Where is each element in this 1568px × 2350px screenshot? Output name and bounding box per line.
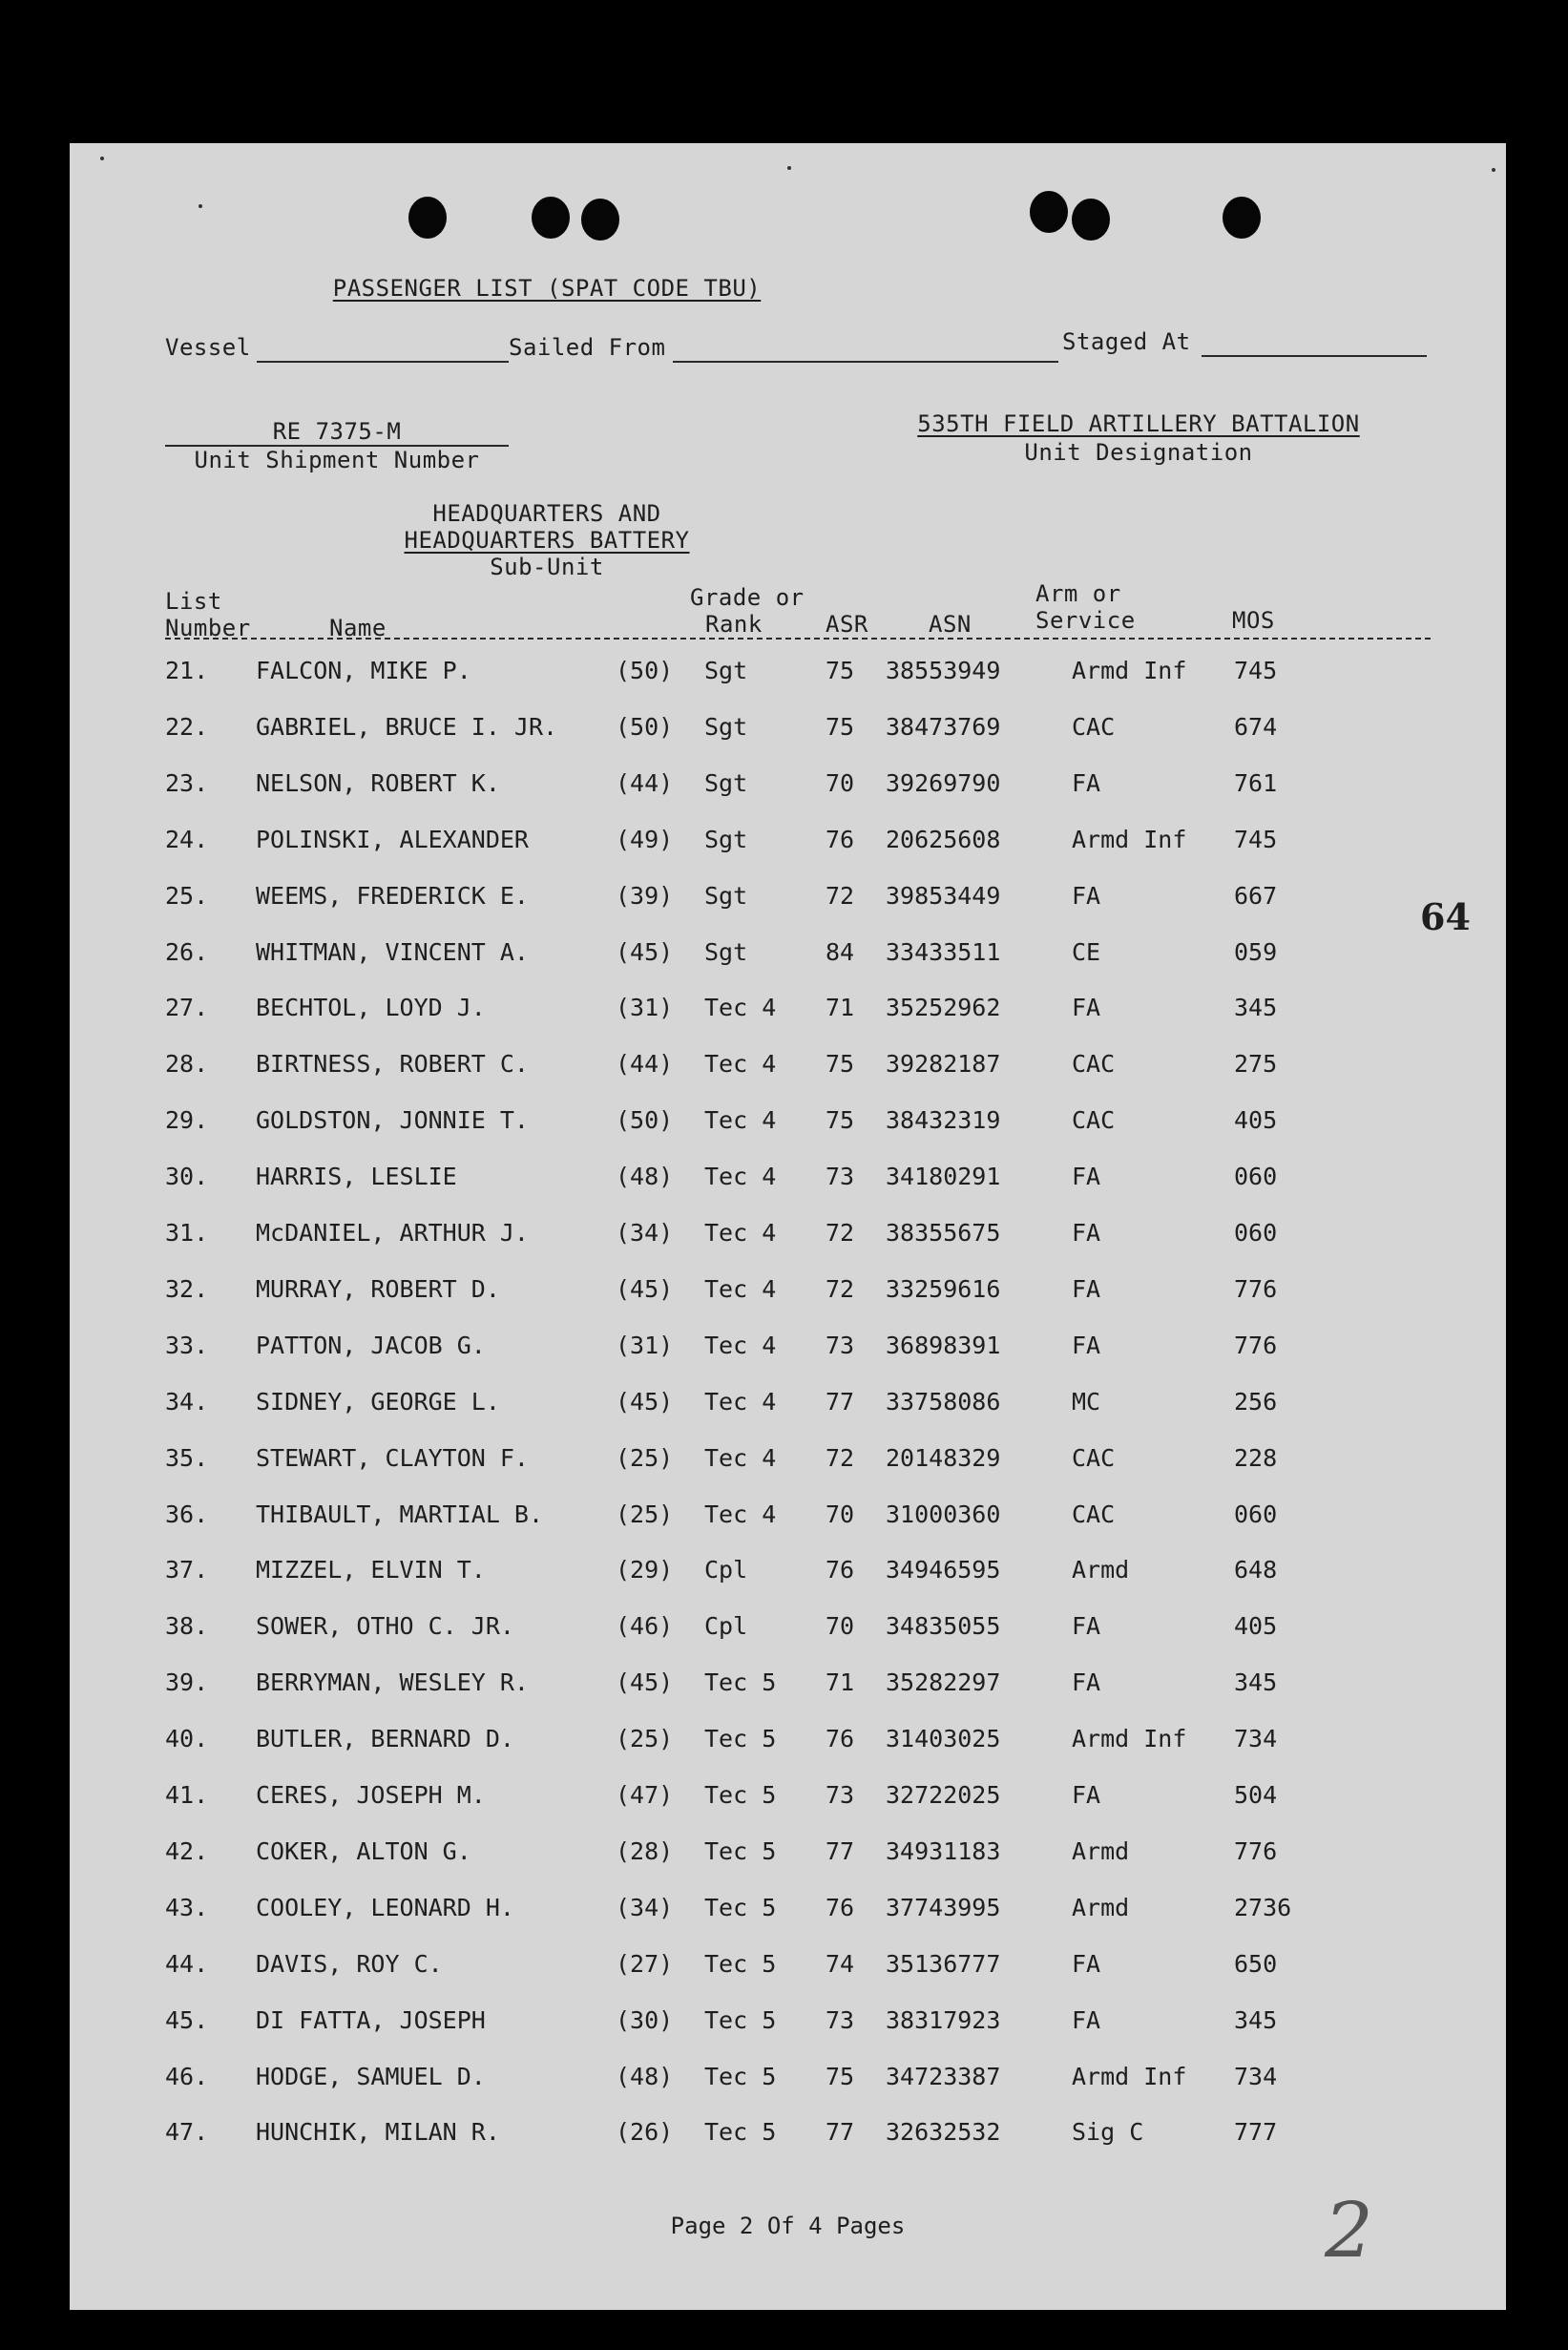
- table-row: [70, 1556, 1506, 1611]
- table-row: [70, 994, 1506, 1049]
- vessel-label: Vessel: [165, 334, 251, 361]
- age-code: (25): [616, 1500, 674, 1528]
- asr-score: 73: [826, 2005, 855, 2034]
- age-code: (45): [616, 1387, 674, 1416]
- col-arm-line1: Arm or: [1035, 580, 1121, 607]
- list-number: 43.: [165, 1893, 209, 1921]
- serial-number: 38355675: [886, 1219, 1001, 1247]
- col-asn: ASN: [929, 611, 972, 638]
- asr-score: 74: [826, 1949, 855, 1978]
- arm-service: Armd: [1072, 1836, 1130, 1865]
- mos-code: 745: [1234, 825, 1278, 853]
- asr-score: 71: [826, 994, 855, 1022]
- arm-service: CAC: [1072, 1443, 1116, 1472]
- asr-score: 76: [826, 1893, 855, 1921]
- serial-number: 32632532: [886, 2118, 1001, 2147]
- list-number: 38.: [165, 1612, 209, 1641]
- age-code: (30): [616, 2005, 674, 2034]
- passenger-name: DAVIS, ROY C.: [256, 1949, 443, 1978]
- asr-score: 70: [826, 1500, 855, 1528]
- grade-rank: Sgt: [704, 881, 748, 910]
- age-code: (50): [616, 1106, 674, 1135]
- mos-code: 275: [1234, 1050, 1278, 1079]
- arm-service: Armd: [1072, 1893, 1130, 1921]
- passenger-name: SOWER, OTHO C. JR.: [256, 1612, 514, 1641]
- sub-unit-line1: HEADQUARTERS AND: [432, 500, 661, 527]
- age-code: (45): [616, 1668, 674, 1697]
- table-row: [70, 1163, 1506, 1218]
- serial-number: 35252962: [886, 994, 1001, 1022]
- table-row: [70, 713, 1506, 768]
- mos-code: 2736: [1234, 1893, 1292, 1921]
- age-code: (48): [616, 1163, 674, 1191]
- asr-score: 72: [826, 881, 855, 910]
- unit-shipment-number: RE 7375-M: [272, 418, 402, 445]
- list-number: 46.: [165, 2062, 209, 2090]
- serial-number: 34835055: [886, 1612, 1001, 1641]
- asr-score: 73: [826, 1163, 855, 1191]
- list-number: 45.: [165, 2005, 209, 2034]
- mos-code: 776: [1234, 1836, 1278, 1865]
- asr-score: 75: [826, 657, 855, 684]
- table-row: [70, 2118, 1506, 2173]
- passenger-name: HODGE, SAMUEL D.: [256, 2062, 486, 2090]
- grade-rank: Tec 5: [704, 2118, 777, 2147]
- col-list-line1: List: [165, 588, 222, 615]
- passenger-name: SIDNEY, GEORGE L.: [256, 1387, 500, 1416]
- grade-rank: Tec 5: [704, 2062, 777, 2090]
- speck: [787, 166, 791, 170]
- list-number: 37.: [165, 1556, 209, 1584]
- arm-service: MC: [1072, 1387, 1101, 1416]
- grade-rank: Sgt: [704, 768, 748, 797]
- grade-rank: Tec 4: [704, 1050, 777, 1079]
- list-number: 24.: [165, 825, 209, 853]
- passenger-name: THIBAULT, MARTIAL B.: [256, 1500, 544, 1528]
- serial-number: 38473769: [886, 712, 1001, 741]
- arm-service: FA: [1072, 1668, 1101, 1697]
- age-code: (34): [616, 1893, 674, 1921]
- list-number: 35.: [165, 1443, 209, 1472]
- mos-code: 667: [1234, 881, 1278, 910]
- age-code: (25): [616, 1443, 674, 1472]
- page-title: PASSENGER LIST (SPAT CODE TBU): [332, 275, 762, 302]
- table-row: [70, 1106, 1506, 1162]
- asr-score: 84: [826, 937, 855, 966]
- arm-service: FA: [1072, 768, 1101, 797]
- list-number: 27.: [165, 994, 209, 1022]
- passenger-name: HUNCHIK, MILAN R.: [256, 2118, 500, 2147]
- asr-score: 75: [826, 712, 855, 741]
- vessel-blank: [257, 361, 509, 363]
- asr-score: 72: [826, 1443, 855, 1472]
- asr-score: 70: [826, 768, 855, 797]
- mos-code: 405: [1234, 1106, 1278, 1135]
- table-row: [70, 1612, 1506, 1668]
- arm-service: Armd Inf: [1072, 825, 1187, 853]
- grade-rank: Sgt: [704, 657, 748, 684]
- serial-number: 34180291: [886, 1163, 1001, 1191]
- arm-service: CAC: [1072, 712, 1116, 741]
- list-number: 26.: [165, 937, 209, 966]
- table-row: [70, 2006, 1506, 2062]
- list-number: 25.: [165, 881, 209, 910]
- asr-score: 77: [826, 1387, 855, 1416]
- passenger-name: PATTON, JACOB G.: [256, 1331, 486, 1359]
- unit-shipment-label: Unit Shipment Number: [194, 447, 480, 473]
- serial-number: 33433511: [886, 937, 1001, 966]
- age-code: (44): [616, 1050, 674, 1079]
- list-number: 34.: [165, 1387, 209, 1416]
- mos-code: 228: [1234, 1443, 1278, 1472]
- age-code: (45): [616, 937, 674, 966]
- table-row: [70, 1668, 1506, 1724]
- passenger-name: POLINSKI, ALEXANDER: [256, 825, 529, 853]
- grade-rank: Sgt: [704, 825, 748, 853]
- asr-score: 76: [826, 825, 855, 853]
- list-number: 47.: [165, 2118, 209, 2147]
- grade-rank: Tec 4: [704, 994, 777, 1022]
- arm-service: FA: [1072, 1219, 1101, 1247]
- age-code: (26): [616, 2118, 674, 2147]
- passenger-name: MURRAY, ROBERT D.: [256, 1274, 500, 1303]
- serial-number: 35282297: [886, 1668, 1001, 1697]
- serial-number: 31000360: [886, 1500, 1001, 1528]
- passenger-name: GABRIEL, BRUCE I. JR.: [256, 712, 558, 741]
- serial-number: 34723387: [886, 2062, 1001, 2090]
- serial-number: 34931183: [886, 1836, 1001, 1865]
- punch-hole: [1030, 191, 1068, 233]
- asr-score: 73: [826, 1331, 855, 1359]
- table-row: [70, 1444, 1506, 1500]
- age-code: (48): [616, 2062, 674, 2090]
- serial-number: 20148329: [886, 1443, 1001, 1472]
- grade-rank: Cpl: [704, 1612, 748, 1641]
- passenger-name: COOLEY, LEONARD H.: [256, 1893, 514, 1921]
- col-grade-line1: Grade or: [690, 584, 805, 611]
- grade-rank: Sgt: [704, 712, 748, 741]
- arm-service: FA: [1072, 1331, 1101, 1359]
- col-name: Name: [329, 615, 387, 641]
- table-row: [70, 1050, 1506, 1105]
- grade-rank: Tec 5: [704, 1668, 777, 1697]
- mos-code: 345: [1234, 1668, 1278, 1697]
- header-rule: [165, 638, 1431, 640]
- list-number: 42.: [165, 1836, 209, 1865]
- mos-code: 405: [1234, 1612, 1278, 1641]
- sailed-from-label: Sailed From: [509, 334, 666, 361]
- passenger-name: NELSON, ROBERT K.: [256, 768, 500, 797]
- grade-rank: Tec 4: [704, 1163, 777, 1191]
- unit-designation: 535TH FIELD ARTILLERY BATTALION: [917, 410, 1360, 437]
- stamp-number: 64: [1420, 895, 1471, 938]
- speck: [100, 157, 104, 160]
- arm-service: CAC: [1072, 1106, 1116, 1135]
- list-number: 30.: [165, 1163, 209, 1191]
- table-row: [70, 2063, 1506, 2118]
- speck: [1492, 168, 1495, 172]
- asr-score: 76: [826, 1725, 855, 1753]
- grade-rank: Tec 5: [704, 2005, 777, 2034]
- table-row: [70, 1219, 1506, 1274]
- grade-rank: Tec 4: [704, 1274, 777, 1303]
- mos-code: 345: [1234, 2005, 1278, 2034]
- passenger-name: CERES, JOSEPH M.: [256, 1781, 486, 1809]
- asr-score: 75: [826, 1106, 855, 1135]
- mos-code: 734: [1234, 1725, 1278, 1753]
- table-row: [70, 1950, 1506, 2005]
- arm-service: FA: [1072, 881, 1101, 910]
- serial-number: 39269790: [886, 768, 1001, 797]
- mos-code: 674: [1234, 712, 1278, 741]
- list-number: 44.: [165, 1949, 209, 1978]
- arm-service: Armd Inf: [1072, 1725, 1187, 1753]
- asr-score: 73: [826, 1781, 855, 1809]
- age-code: (29): [616, 1556, 674, 1584]
- table-row: [70, 657, 1506, 712]
- mos-code: 777: [1234, 2118, 1278, 2147]
- mos-code: 060: [1234, 1163, 1278, 1191]
- table-row: [70, 938, 1506, 994]
- age-code: (25): [616, 1725, 674, 1753]
- passenger-name: BECHTOL, LOYD J.: [256, 994, 486, 1022]
- serial-number: 35136777: [886, 1949, 1001, 1978]
- mos-code: 060: [1234, 1219, 1278, 1247]
- age-code: (44): [616, 768, 674, 797]
- asr-score: 77: [826, 2118, 855, 2147]
- staged-at-label: Staged At: [1062, 328, 1191, 355]
- mos-code: 059: [1234, 937, 1278, 966]
- passenger-name: WEEMS, FREDERICK E.: [256, 881, 529, 910]
- mos-code: 648: [1234, 1556, 1278, 1584]
- mos-code: 776: [1234, 1331, 1278, 1359]
- table-row: [70, 1781, 1506, 1836]
- unit-designation-label: Unit Designation: [1024, 439, 1253, 466]
- col-arm-line2: Service: [1035, 607, 1136, 634]
- col-mos: MOS: [1232, 607, 1275, 634]
- punch-hole: [1072, 199, 1110, 241]
- arm-service: Armd Inf: [1072, 657, 1187, 684]
- grade-rank: Sgt: [704, 937, 748, 966]
- list-number: 21.: [165, 657, 209, 684]
- passenger-name: BUTLER, BERNARD D.: [256, 1725, 514, 1753]
- passenger-name: McDANIEL, ARTHUR J.: [256, 1219, 529, 1247]
- document-page: [70, 143, 1506, 2310]
- passenger-name: HARRIS, LESLIE: [256, 1163, 457, 1191]
- arm-service: CAC: [1072, 1500, 1116, 1528]
- mos-code: 745: [1234, 657, 1278, 684]
- asr-score: 72: [826, 1219, 855, 1247]
- asr-score: 72: [826, 1274, 855, 1303]
- serial-number: 20625608: [886, 825, 1001, 853]
- table-row: [70, 1332, 1506, 1387]
- grade-rank: Cpl: [704, 1556, 748, 1584]
- arm-service: CAC: [1072, 1050, 1116, 1079]
- asr-score: 75: [826, 2062, 855, 2090]
- arm-service: Armd Inf: [1072, 2062, 1187, 2090]
- list-number: 41.: [165, 1781, 209, 1809]
- table-row: [70, 1725, 1506, 1780]
- passenger-name: GOLDSTON, JONNIE T.: [256, 1106, 529, 1135]
- list-number: 28.: [165, 1050, 209, 1079]
- serial-number: 36898391: [886, 1331, 1001, 1359]
- age-code: (39): [616, 881, 674, 910]
- punch-hole: [532, 197, 570, 239]
- passenger-name: STEWART, CLAYTON F.: [256, 1443, 529, 1472]
- asr-score: 77: [826, 1836, 855, 1865]
- grade-rank: Tec 4: [704, 1387, 777, 1416]
- grade-rank: Tec 5: [704, 1725, 777, 1753]
- arm-service: FA: [1072, 994, 1101, 1022]
- list-number: 23.: [165, 768, 209, 797]
- age-code: (28): [616, 1836, 674, 1865]
- grade-rank: Tec 4: [704, 1219, 777, 1247]
- passenger-name: BERRYMAN, WESLEY R.: [256, 1668, 529, 1697]
- col-grade-line2: Rank: [705, 611, 763, 638]
- passenger-name: BIRTNESS, ROBERT C.: [256, 1050, 529, 1079]
- sub-unit-line2: HEADQUARTERS BATTERY: [404, 527, 690, 554]
- mos-code: 776: [1234, 1274, 1278, 1303]
- passenger-name: MIZZEL, ELVIN T.: [256, 1556, 486, 1584]
- table-row: [70, 1894, 1506, 1949]
- staged-at-blank: [1202, 355, 1427, 357]
- list-number: 39.: [165, 1668, 209, 1697]
- punch-hole: [581, 199, 619, 241]
- grade-rank: Tec 4: [704, 1106, 777, 1135]
- arm-service: FA: [1072, 1781, 1101, 1809]
- asr-score: 76: [826, 1556, 855, 1584]
- mos-code: 060: [1234, 1500, 1278, 1528]
- age-code: (50): [616, 712, 674, 741]
- serial-number: 37743995: [886, 1893, 1001, 1921]
- grade-rank: Tec 4: [704, 1443, 777, 1472]
- table-row: [70, 1388, 1506, 1443]
- arm-service: FA: [1072, 1612, 1101, 1641]
- list-number: 32.: [165, 1274, 209, 1303]
- grade-rank: Tec 4: [704, 1331, 777, 1359]
- serial-number: 39282187: [886, 1050, 1001, 1079]
- passenger-name: DI FATTA, JOSEPH: [256, 2005, 486, 2034]
- punch-hole: [408, 197, 447, 239]
- sub-unit-label: Sub-Unit: [490, 554, 604, 580]
- table-row: [70, 882, 1506, 937]
- arm-service: Armd: [1072, 1556, 1130, 1584]
- arm-service: FA: [1072, 1949, 1101, 1978]
- serial-number: 38553949: [886, 657, 1001, 684]
- list-number: 36.: [165, 1500, 209, 1528]
- mos-code: 345: [1234, 994, 1278, 1022]
- col-list-line2: Number: [165, 615, 251, 641]
- asr-score: 71: [826, 1668, 855, 1697]
- mos-code: 256: [1234, 1387, 1278, 1416]
- serial-number: 38432319: [886, 1106, 1001, 1135]
- table-row: [70, 1275, 1506, 1331]
- punch-hole: [1223, 197, 1261, 239]
- grade-rank: Tec 5: [704, 1781, 777, 1809]
- asr-score: 70: [826, 1612, 855, 1641]
- arm-service: FA: [1072, 1163, 1101, 1191]
- mos-code: 734: [1234, 2062, 1278, 2090]
- serial-number: 38317923: [886, 2005, 1001, 2034]
- age-code: (49): [616, 825, 674, 853]
- age-code: (46): [616, 1612, 674, 1641]
- speck: [199, 204, 202, 208]
- age-code: (47): [616, 1781, 674, 1809]
- serial-number: 34946595: [886, 1556, 1001, 1584]
- mos-code: 650: [1234, 1949, 1278, 1978]
- grade-rank: Tec 4: [704, 1500, 777, 1528]
- asr-score: 75: [826, 1050, 855, 1079]
- list-number: 22.: [165, 712, 209, 741]
- grade-rank: Tec 5: [704, 1836, 777, 1865]
- page-footer: Page 2 Of 4 Pages: [670, 2213, 906, 2239]
- sailed-from-blank: [673, 361, 1058, 363]
- age-code: (34): [616, 1219, 674, 1247]
- list-number: 31.: [165, 1219, 209, 1247]
- table-row: [70, 769, 1506, 825]
- arm-service: FA: [1072, 2005, 1101, 2034]
- serial-number: 32722025: [886, 1781, 1001, 1809]
- age-code: (50): [616, 657, 674, 684]
- table-row: [70, 1500, 1506, 1556]
- mos-code: 761: [1234, 768, 1278, 797]
- table-row: [70, 826, 1506, 881]
- list-number: 40.: [165, 1725, 209, 1753]
- col-asr: ASR: [826, 611, 868, 638]
- list-number: 33.: [165, 1331, 209, 1359]
- mos-code: 504: [1234, 1781, 1278, 1809]
- passenger-name: WHITMAN, VINCENT A.: [256, 937, 529, 966]
- arm-service: CE: [1072, 937, 1101, 966]
- grade-rank: Tec 5: [704, 1949, 777, 1978]
- age-code: (31): [616, 994, 674, 1022]
- arm-service: Sig C: [1072, 2118, 1144, 2147]
- handwritten-mark: 2: [1325, 2186, 1373, 2275]
- list-number: 29.: [165, 1106, 209, 1135]
- age-code: (45): [616, 1274, 674, 1303]
- table-row: [70, 1837, 1506, 1893]
- age-code: (27): [616, 1949, 674, 1978]
- arm-service: FA: [1072, 1274, 1101, 1303]
- grade-rank: Tec 5: [704, 1893, 777, 1921]
- serial-number: 33758086: [886, 1387, 1001, 1416]
- age-code: (31): [616, 1331, 674, 1359]
- passenger-name: FALCON, MIKE P.: [256, 657, 471, 684]
- serial-number: 39853449: [886, 881, 1001, 910]
- serial-number: 33259616: [886, 1274, 1001, 1303]
- passenger-name: COKER, ALTON G.: [256, 1836, 471, 1865]
- serial-number: 31403025: [886, 1725, 1001, 1753]
